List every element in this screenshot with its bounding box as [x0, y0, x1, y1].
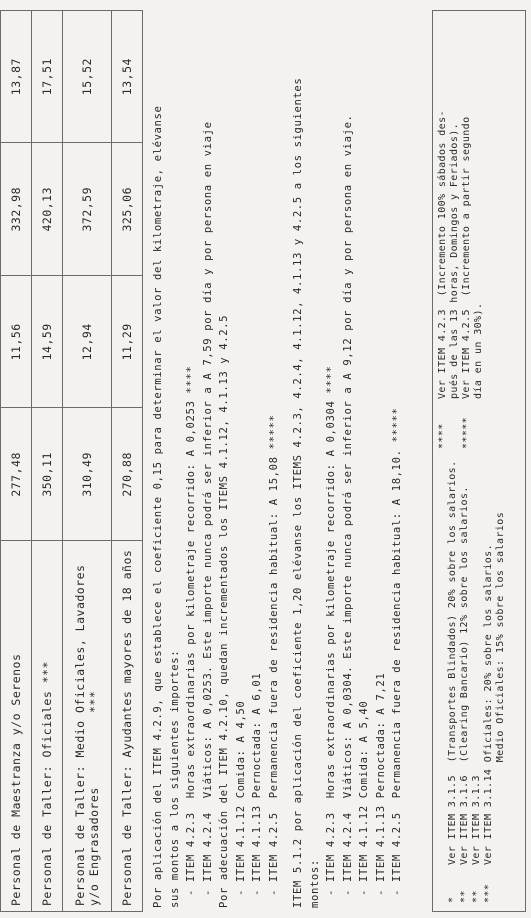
table-row [1, 11, 32, 912]
category-label: Personal de Taller: Medio Oficiales, Lavadores [73, 564, 87, 906]
table-cell: 11,29 [112, 276, 143, 408]
table-cell: 12,94 [63, 276, 112, 408]
table-cell-category [1, 541, 32, 912]
item-line: - ITEM 4.2.4 Viáticos: A 0,0253. Este importe nunca podrá ser inferior a A 7,59 por día y por persona en viaje [201, 121, 214, 896]
table-cell-category [32, 541, 63, 912]
footnote-text: Ver ITEM 4.2.3 (Incremento 100% sábados des- [437, 110, 448, 399]
paragraph-line: Por adecuación del ITEM 4.2.10, quedan incrementados los ITEMS 4.1.12, 4.1.13 y 4.2.5 [218, 314, 230, 908]
footnote-mark: ** [459, 890, 470, 903]
footnote [495, 461, 507, 904]
table-row [112, 11, 143, 912]
footnote [483, 461, 495, 904]
table-cell: 350,11 [32, 408, 63, 541]
wage-table [0, 10, 143, 912]
body-text [150, 18, 406, 908]
footnote [437, 110, 449, 449]
table-cell-category [112, 541, 143, 912]
footnote-mark: ** [471, 890, 482, 903]
footnote [449, 110, 461, 449]
footnote-text: pués de las 13 horas, Domingos y Feriados). [449, 122, 460, 399]
item-line: - ITEM 4.1.12 Comida: A 4,50 [234, 700, 247, 896]
footnote-mark: **** [437, 423, 448, 449]
item-line: - ITEM 4.2.3 Horas extraordinarias por kilometraje recorrido: A 0,0253 **** [185, 365, 197, 896]
item-line: - ITEM 4.1.12 Comida: A 5,40 [358, 700, 370, 896]
table-cell: 15,52 [63, 11, 112, 143]
table-cell: 325,06 [112, 143, 143, 276]
paragraph-line: sus montos a los siguientes importes: [168, 649, 181, 908]
table-cell: 277,48 [1, 408, 32, 541]
table-cell-category [63, 541, 112, 912]
table-row [32, 11, 63, 912]
footnote [471, 461, 483, 904]
table-cell: 310,49 [63, 408, 112, 541]
footnote-mark: * [447, 896, 458, 903]
footnote-text: Ver ITEM 3.1.6 (Clearing Bancario) 12% sobre los salarios. [459, 486, 470, 865]
category-label: Personal de Taller: Ayudantes mayores de 18 años [120, 549, 134, 906]
paragraph-line: ITEM 5.1.2 por aplicación del coeficiente 1,20 elévanse los ITEMS 4.2.3, 4.2.4, 4.1.12, 4.1.13 y 4.2.5 a los siguientes [292, 77, 304, 908]
footnote [459, 461, 471, 904]
footnotes-box [432, 10, 526, 912]
footnote [447, 461, 459, 904]
footnote [473, 110, 485, 449]
footnote-mark [473, 399, 485, 449]
footnote-mark: ***** [461, 416, 472, 449]
table-cell: 372,59 [63, 143, 112, 276]
category-label: Personal de Taller: Oficiales *** [40, 661, 54, 906]
footnote-text: Ver ITEM 3.1.5 (Transportes Blindados) 20% sobre los salarios. [447, 460, 458, 865]
table-cell: 14,59 [32, 276, 63, 408]
item-line: - ITEM 4.2.5 Permanencia fuera de residencia habitual: A 18,10. ***** [391, 407, 403, 896]
table-cell: 13,54 [112, 11, 143, 143]
paragraph-line: montos: [308, 859, 321, 908]
paragraph-line: Por aplicación del ITEM 4.2.9, que establece el coeficiente 0,15 para determinar el valor del kilometraje, elévanse [152, 105, 164, 908]
item-line: - ITEM 4.1.13 Pernoctada: A 6,01 [251, 672, 263, 896]
category-label-line2: y/o Engrasadores *** [87, 690, 101, 906]
footnote-mark [449, 399, 461, 449]
item-line: - ITEM 4.1.13 Pernoctada: A 7,21 [374, 672, 387, 896]
table-cell: 420,13 [32, 143, 63, 276]
footnote-text: Ver ITEM 3.1.3 [471, 775, 482, 865]
footnote-text: Ver ITEM 4.2.5 (Incremento a partir segundo [461, 116, 472, 399]
table-cell: 332,98 [1, 143, 32, 276]
footnote-mark: *** [483, 883, 494, 903]
table-cell: 13,87 [1, 11, 32, 143]
table-cell: 11,56 [1, 276, 32, 408]
footnote [461, 110, 473, 449]
footnote-text: Medio Oficiales: 15% sobre los salarios [495, 511, 506, 865]
footnotes-left [447, 461, 507, 904]
footnote-text: día en un 30%). [473, 302, 484, 399]
category-label: Personal de Maestranza y/o Serenos [9, 653, 23, 906]
table-cell: 17,51 [32, 11, 63, 143]
table-cell: 270,88 [112, 408, 143, 541]
footnote-text: Ver ITEM 3.1.14 Oficiales: 20% sobre los salarios. [483, 543, 494, 865]
footnote-mark [495, 865, 507, 903]
table-row [63, 11, 112, 912]
footnotes-right [437, 110, 485, 449]
item-line: - ITEM 4.2.3 Horas extraordinarias por kilometraje recorrido: A 0,0304 **** [325, 365, 337, 896]
item-line: - ITEM 4.2.4 Viáticos: A 0,0304. Este importe nunca podrá ser inferior a A 9,12 por día y por persona en viaje. [341, 114, 354, 896]
item-line: - ITEM 4.2.5 Permanencia fuera de residencia habitual: A 15,08 ***** [267, 414, 280, 896]
